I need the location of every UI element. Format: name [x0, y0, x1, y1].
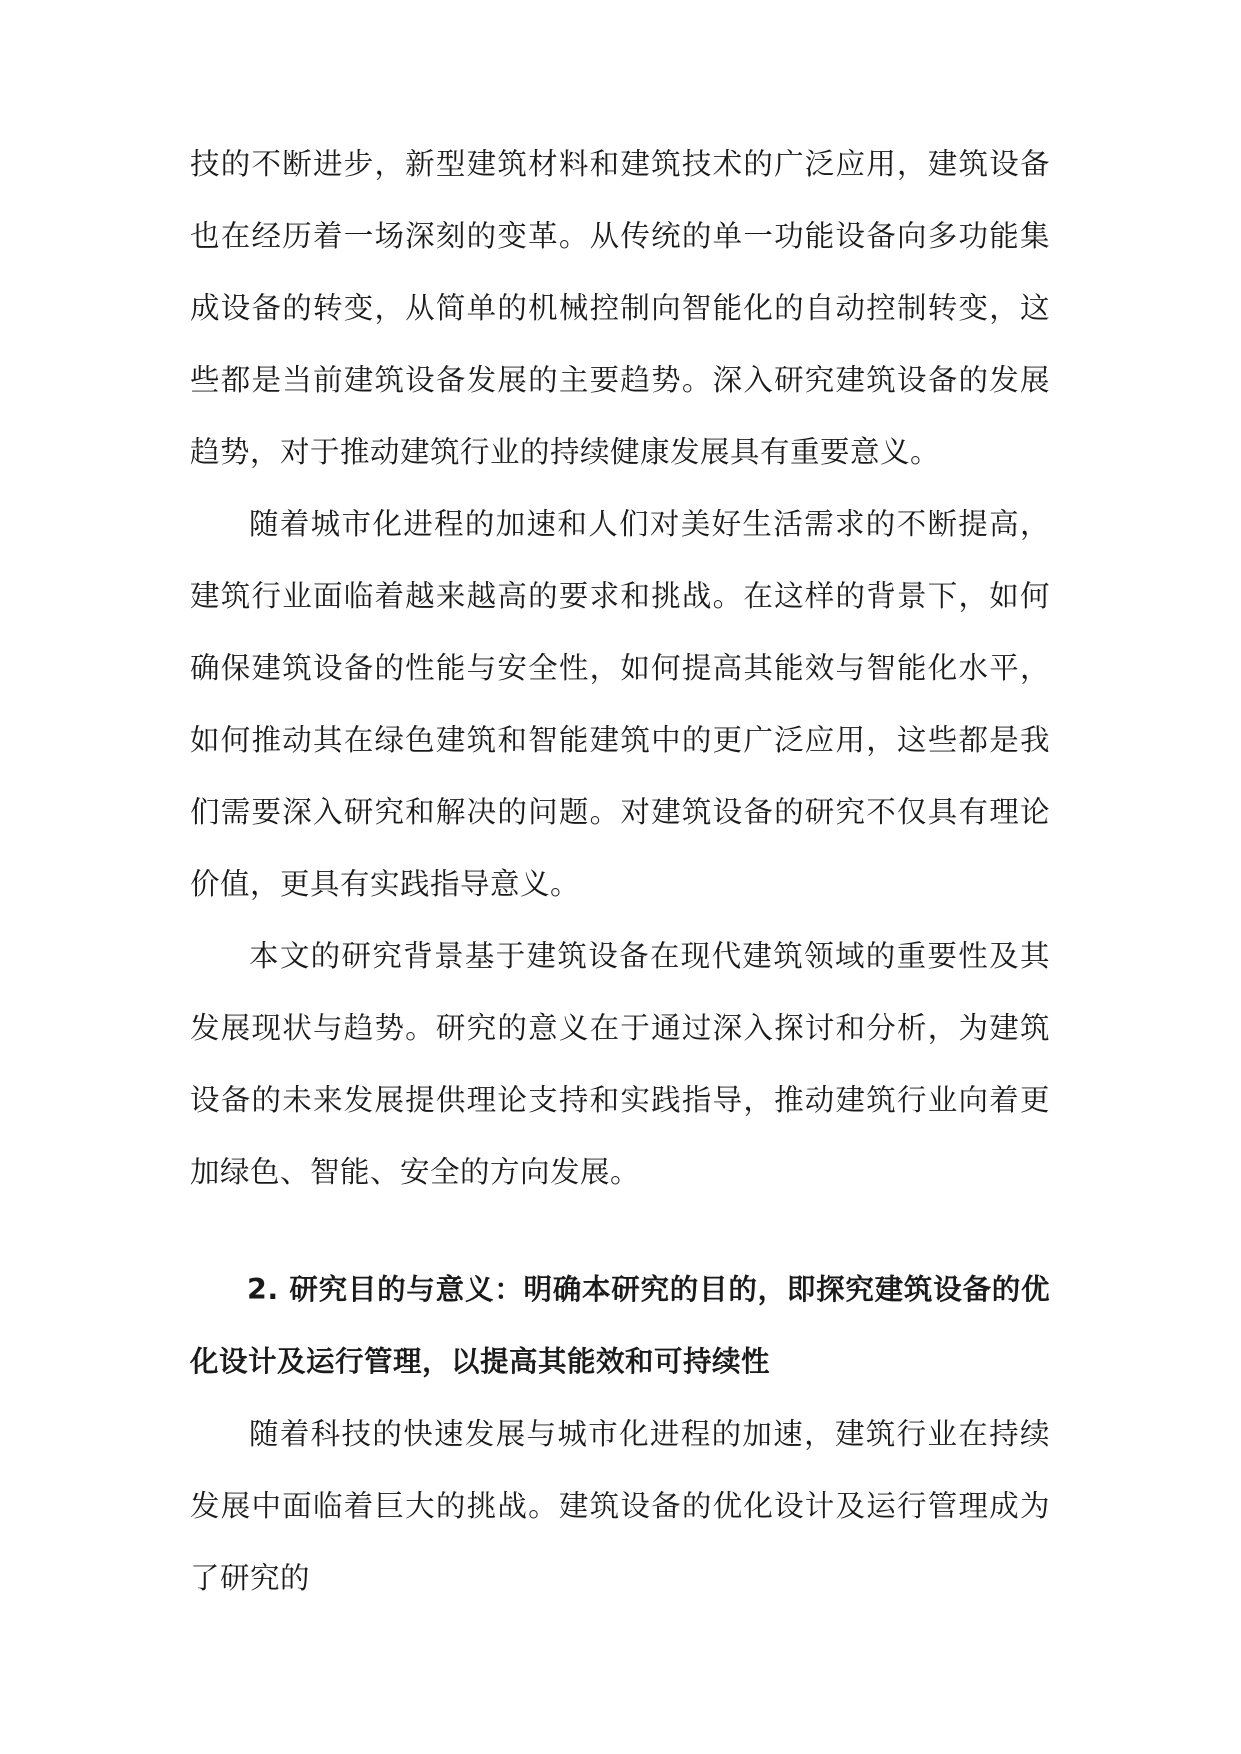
paragraph-section-intro: 随着科技的快速发展与城市化进程的加速，建筑行业在持续发展中面临着巨大的挑战。建筑设备的优化设计及运行管理成为了研究的	[190, 1417, 1050, 1595]
section-heading: 2. 研究目的与意义：明确本研究的目的，即探究建筑设备的优化设计及运行管理，以提高其能效和可持续性	[190, 1273, 1050, 1378]
paragraph-urbanization: 随着城市化进程的加速和人们对美好生活需求的不断提高，建筑行业面临着越来越高的要求和挑战。在这样的背景下，如何确保建筑设备的性能与安全性，如何提高其能效与智能化水平，如何推动其在绿色建筑和智能建筑中的更广泛应用，这些都是我们需要深入研究和解决的问题。对建筑设备的研究不仅具有理论价值，更具有实践指导意义。	[190, 507, 1050, 901]
paragraph-continued: 技的不断进步，新型建筑材料和建筑技术的广泛应用，建筑设备也在经历着一场深刻的变革。从传统的单一功能设备向多功能集成设备的转变，从简单的机械控制向智能化的自动控制转变，这些都是当前建筑设备发展的主要趋势。深入研究建筑设备的发展趋势，对于推动建筑行业的持续健康发展具有重要意义。	[190, 147, 1050, 469]
document-body	[190, 128, 1050, 1614]
paragraph-research-background: 本文的研究背景基于建筑设备在现代建筑领域的重要性及其发展现状与趋势。研究的意义在于通过深入探讨和分析，为建筑设备的未来发展提供理论支持和实践指导，推动建筑行业向着更加绿色、智能、安全的方向发展。	[190, 939, 1050, 1189]
